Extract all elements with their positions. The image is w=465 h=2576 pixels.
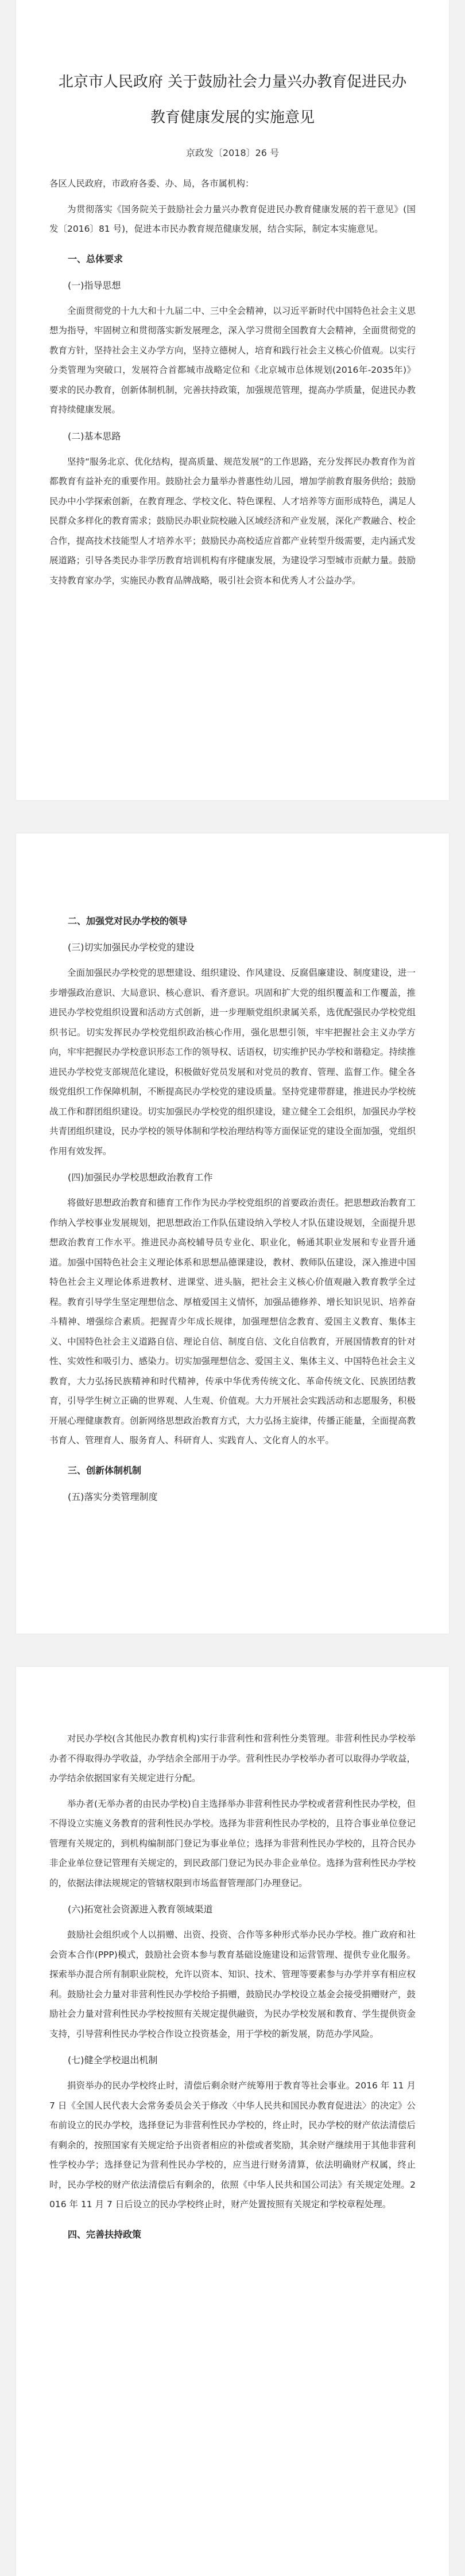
subsection-heading-2: (二)基本思路: [68, 430, 121, 442]
paragraph-guiding-ideology: 全面贯彻党的十九大和十九届二中、三中全会精神，以习近平新时代中国特色社会主义思想为指导，牢固树立和贯彻落实新发展理念，深入学习贯彻全国教育大会精神，全面贯彻党的教育方针，坚持社会主义办学方向，坚持立德树人，培育和践行社会主义核心价值观。以实行分类管理为突破口，发展符合首都城市战略定位和《北京城市总体规划(2016年-2035年)》要求的民办教育，创新体制机制，完善扶持政策，加强规范管理，提高办学质量，促进民办教育持续健康发展。: [49, 305, 416, 415]
paragraph-social-resources: 鼓励社会组织或个人以捐赠、出资、投资、合作等多种形式举办民办学校。推广政府和社会资本合作(PPP)模式，鼓励社会资本参与教育基础设施建设和运营管理、提供专业化服务。探索举办混合所有制职业院校，允许以资本、知识、技术、管理等要素参与办学并享有相应权利。鼓励社会力量对非营利性民办学校给予捐赠，鼓励民办学校设立基金会接受捐赠财产，鼓励社会力量对营利性民办学校按照有关规定提供融资，为民办学校发展和教育、学生提供资金支持，引导营利性民办学校合作设立投资基金，用于学校的新发展，防范办学风险。: [49, 1930, 416, 2039]
subsection-heading-5: (五)落实分类管理制度: [68, 1491, 158, 1502]
paragraph-basic-approach: 坚持“服务北京、优化结构，提高质量、规范发展”的工作思路，充分发挥民办教育作为首都教育有益补充的重要作用。鼓励社会力量举办普惠性幼儿园，增加学前教育服务供给；鼓励民办中小学探索创新，在教育理念、学校文化、特色课程、人才培养等方面形成特色，满足人民群众多样化的教育需求；鼓励民办职业院校融入区域经济和产业发展，深化产教融合、校企合作，提高技术技能型人才培养水平；鼓励民办高校适应首都产业转型升级需要，走内涵式发展道路；引导各类民办非学历教育培训机构有序健康发展，为建设学习型城市贡献力量。鼓励支持教育家办学，实施民办教育品牌战略，吸引社会资本和优秀人才公益办学。: [49, 456, 416, 586]
document-number: 京政发〔2018〕26 号: [185, 147, 280, 158]
paragraph-classified-management: 对民办学校(含其他民办教育机构)实行非营利性和营利性分类管理。非营利性民办学校举办者不得取得办学收益，办学结余全部用于办学。营利性民办学校举办者可以取得办学收益，办学结余依据国家有关规定进行分配。: [49, 1733, 416, 1783]
document-title: [49, 64, 416, 135]
subsection-heading-1: (一)指导思想: [68, 279, 121, 291]
addressee: 各区人民政府，市政府各委、办、局，各市属机构：: [49, 178, 254, 189]
document-page-3: [16, 1667, 449, 2576]
title-line-1: 北京市人民政府 关于鼓励社会力量兴办教育促进民办: [58, 73, 407, 91]
section-heading-1: 一、总体要求: [68, 253, 123, 264]
subsection-heading-4: (四)加强民办学校思想政治教育工作: [68, 1172, 213, 1183]
title-line-2: 教育健康发展的实施意见: [150, 109, 315, 126]
subsection-heading-6: (六)拓宽社会资源进入教育领域渠道: [68, 1904, 213, 1915]
subsection-heading-3: (三)切实加强民办学校党的建设: [68, 942, 195, 953]
section-heading-2: 二、加强党对民办学校的领导: [68, 915, 188, 926]
document-page-2: [16, 833, 449, 1634]
section-heading-3: 三、创新体制机制: [68, 1464, 142, 1476]
paragraph-registration: 举办者(无举办者的由民办学校)自主选择举办非营利性民办学校或者营利性民办学校，但不得设立实施义务教育的营利性民办学校。选择为非营利性民办学校的，且符合事业单位登记管理有关规定的，到机构编制部门登记为事业单位；选择为非营利性民办学校的，且符合民办非企业单位登记管理有关规定的，到民政部门登记为民办非企业单位。选择为营利性民办学校的，依据法律法规规定的管辖权限到市场监督管理部门办理登记。: [49, 1798, 416, 1888]
section-heading-4: 四、完善扶持政策: [68, 2228, 142, 2240]
paragraph-exit-mechanism: 捐资举办的民办学校终止时，清偿后剩余财产统筹用于教育等社会事业。2016 年 11 月 7 日《全国人民代表大会常务委员会关于修改〈中华人民共和国民办教育促进法〉的决定》公布前设立的民办学校，选择登记为非营利性民办学校的，终止时，民办学校的财产依法清偿后有剩余的，按照国家有关规定给予出资者相应的补偿或者奖励，其余财产继续用于其他非营利性学校办学；选择登记为营利性民办学校的，应当进行财务清算，依法明确财产权属，终止时，民办学校的财产依法清偿后有剩余的，依照《中华人民共和国公司法》有关规定处理。2016 年 11 月 7 日后设立的民办学校终止时，财产处置按照有关规定和学校章程处理。: [49, 2080, 416, 2209]
intro-paragraph: 为贯彻落实《国务院关于鼓励社会力量兴办教育促进民办教育健康发展的若干意见》(国发〔2016〕81 号)，促进本市民办教育规范健康发展，结合实际，制定本实施意见。: [49, 204, 416, 234]
paragraph-party-building: 全面加强民办学校党的思想建设、组织建设、作风建设、反腐倡廉建设、制度建设，进一步增强政治意识、大局意识、核心意识、看齐意识。巩固和扩大党的组织覆盖和工作覆盖，推进民办学校党组织设置和活动方式创新，进一步理顺党组织隶属关系，选优配强民办学校党组织书记。切实发挥民办学校党组织政治核心作用，强化思想引领，牢牢把握社会主义办学方向，牢牢把握民办学校意识形态工作的领导权、话语权，切实维护民办学校和谐稳定。持续推进民办学校党支部规范化建设，积极做好党员发展和对党员的教育、管理、监督工作。健全各级党组织工作保障机制，不断提高民办学校党的建设质量。坚持党建带群建，推进民办学校统战工作和群团组织建设。切实加强民办学校党的组织建设，建立健全工会组织，加强民办学校共青团组织建设，民办学校的领导体制和学校治理结构等方面保证党的建设全面加强，党组织作用有效发挥。: [49, 968, 416, 1156]
paragraph-political-education: 将做好思想政治教育和德育工作作为民办学校党组织的首要政治责任。把思想政治教育工作纳入学校事业发展规划，把思想政治工作队伍建设纳入学校人才队伍建设规划，全面提升思想政治教育工作水平。推进民办高校辅导员专业化、职业化，畅通其职业发展和专业晋升通道。加强中国特色社会主义理论体系和思想品德课建设，教材、教师队伍建设，深入推进中国特色社会主义理论体系进教材、进课堂、进头脑，把社会主义核心价值观融入教育教学全过程。教育引导学生坚定理想信念、厚植爱国主义情怀，加强品德修养、增长知识见识、培养奋斗精神、增强综合素质。把握青少年成长规律，加强理想信念教育、爱国主义教育、集体主义、中国特色社会主义道路自信、理论自信、制度自信、文化自信教育，开展国情教育的针对性、实效性和吸引力、感染力。切实加强理想信念、爱国主义、集体主义、中国特色社会主义教育，大力弘扬民族精神和时代精神，传承中华优秀传统文化、革命传统文化、民族团结教育，引导学生树立正确的世界观、人生观、价值观。大力开展社会实践活动和志愿服务，积极开展心理健康教育。创新网络思想政治教育方式，大力弘扬主旋律，传播正能量，全面提高教书育人、管理育人、服务育人、科研育人、实践育人、文化育人的水平。: [49, 1198, 416, 1445]
document-page-1: [16, 0, 449, 800]
subsection-heading-7: (七)健全学校退出机制: [68, 2055, 158, 2066]
